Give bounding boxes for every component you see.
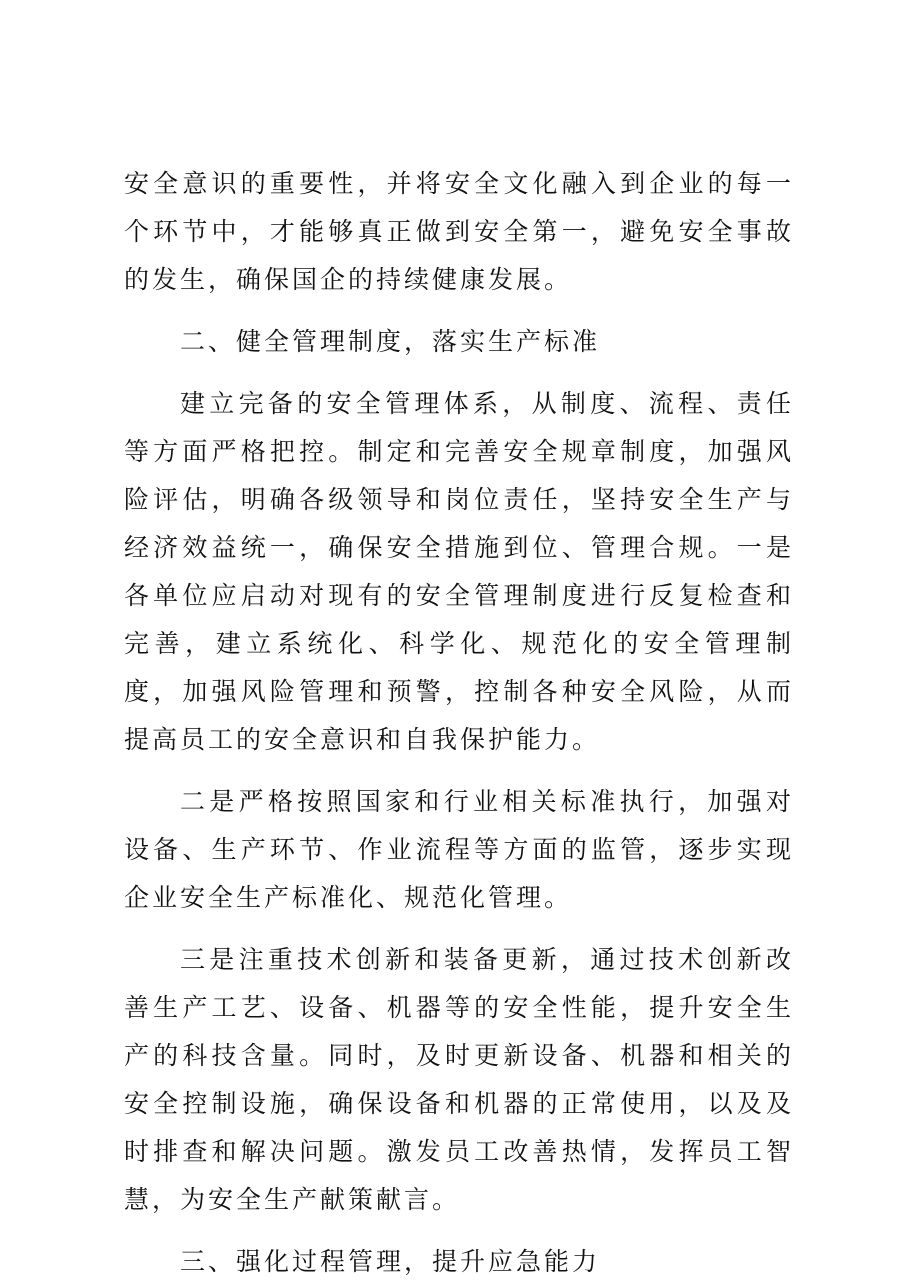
section-heading-2: 二、健全管理制度，落实生产标准 <box>180 327 601 356</box>
document-body <box>124 160 794 1286</box>
paragraph-continuation: 安全意识的重要性，并将安全文化融入到企业的每一个环节中，才能够真正做到安全第一，避免安全事故的发生，确保国企的持续健康发展。 <box>124 169 794 294</box>
paragraph-management-system: 建立完备的安全管理体系，从制度、流程、责任等方面严格把控。制定和完善安全规章制度，加强风险评估，明确各级领导和岗位责任，坚持安全生产与经济效益统一，确保安全措施到位、管理合规。一是各单位应启动对现有的安全管理制度进行反复检查和完善，建立系统化、科学化、规范化的安全管理制度，加强风险管理和预警，控制各种安全风险，从而提高员工的安全意识和自我保护能力。 <box>124 389 794 754</box>
paragraph-innovation: 三是注重技术创新和装备更新，通过技术创新改善生产工艺、设备、机器等的安全性能，提升安全生产的科技含量。同时，及时更新设备、机器和相关的安全控制设施，确保设备和机器的正常使用，以及及时排查和解决问题。激发员工改善热情，发挥员工智慧，为安全生产献策献言。 <box>124 945 794 1214</box>
paragraph-standards: 二是严格按照国家和行业相关标准执行，加强对设备、生产环节、作业流程等方面的监管，逐步实现企业安全生产标准化、规范化管理。 <box>124 787 794 912</box>
section-heading-3: 三、强化过程管理，提升应急能力 <box>180 1247 601 1276</box>
